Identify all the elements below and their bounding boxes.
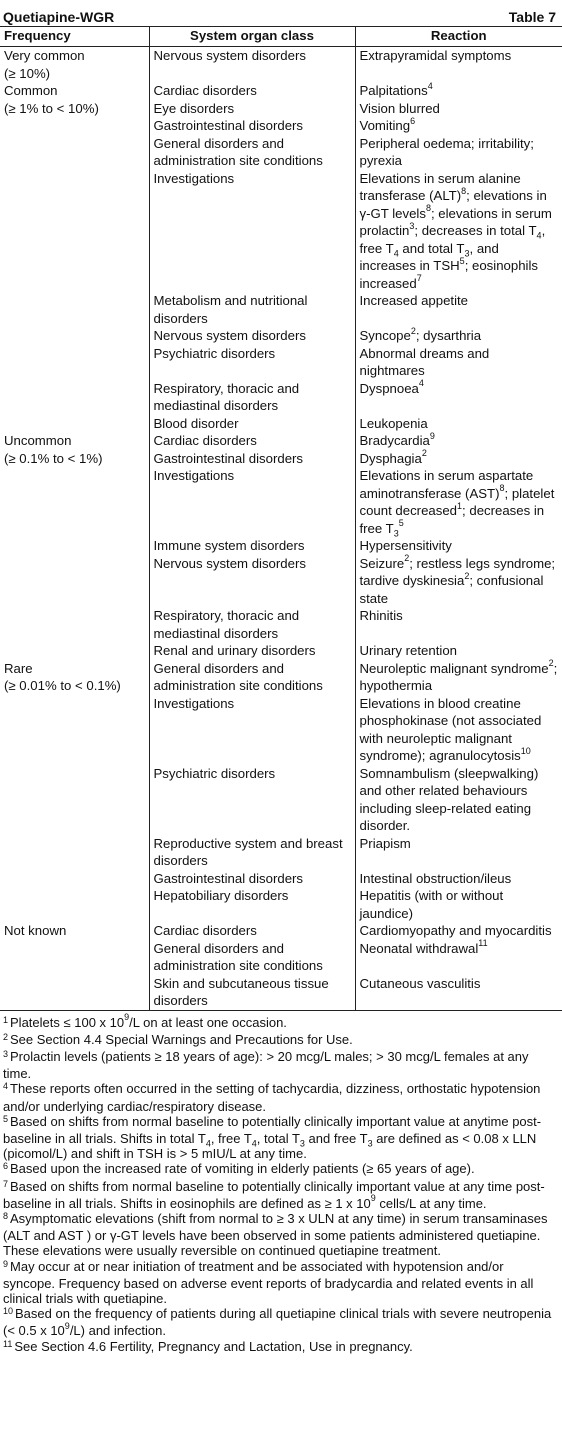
- reaction-cell: Dyspnoea$^4$ Leukopenia: [355, 380, 562, 433]
- reaction-cell: Extrapyramidal symptoms: [355, 47, 562, 83]
- system-organ-class-cell: Immune system disorders Nervous system disorders: [149, 537, 355, 607]
- document-title: Quetiapine-WGR: [3, 8, 115, 25]
- system-organ-class-cell: Skin and subcutaneous tissue disorders: [149, 975, 355, 1011]
- frequency-cell: [0, 327, 149, 380]
- footnote-text: May occur at or near initiation of treatment and be associated with hypotension and/or syncope. Frequency based on adverse event reports of bradycardia and related events in all clinical trials with quetiapine.: [3, 1258, 534, 1306]
- reaction-cell: Cardiomyopathy and myocarditis: [355, 922, 562, 940]
- footnote: [3, 1306, 559, 1338]
- footnote: [3, 1049, 559, 1081]
- table-body: [0, 47, 562, 1011]
- table-label: Table 7: [508, 8, 556, 25]
- table-row: [0, 47, 562, 83]
- footnote: [3, 1161, 559, 1178]
- reaction-cell: Syncope$^2$; dysarthria Abnormal dreams and nightmares: [355, 327, 562, 380]
- frequency-cell: [0, 940, 149, 975]
- footnote-text: See Section 4.6 Fertility, Pregnancy and Lactation, Use in pregnancy.: [14, 1338, 413, 1354]
- system-organ-class-cell: Respiratory, thoracic and mediastinal disorders Blood disorder: [149, 380, 355, 433]
- footnote-text: Based on shifts from normal baseline to potentially clinically important value at any time post-baseline in all trials. Shifts in eosinophils are defined as ≥ 1 x $10^9$ cells/L at any time.: [3, 1178, 545, 1211]
- footnote-number: 7: [3, 1178, 9, 1189]
- footnote-number: 11: [3, 1338, 13, 1349]
- table-row: [0, 432, 562, 537]
- footnote-text: Based upon the increased rate of vomiting in elderly patients (≥ 65 years of age).: [10, 1161, 475, 1177]
- system-organ-class-cell: General disorders and administration site conditions: [149, 940, 355, 975]
- footnote-number: 4: [3, 1081, 9, 1092]
- reaction-cell: Neonatal withdrawal$^{11}$: [355, 940, 562, 975]
- table-row: [0, 660, 562, 765]
- reaction-cell: Somnambulism (sleepwalking) and other related behaviours including sleep-related eating disorder.: [355, 765, 562, 835]
- header-reaction: Reaction: [355, 27, 562, 47]
- reaction-cell: Neuroleptic malignant syndrome$^2$; hypothermia Elevations in blood creatine phosphokinase (not associated with neuroleptic malignant syndrome); agranulocytosis$^{10}$: [355, 660, 562, 765]
- footnote: [3, 1211, 559, 1259]
- footnote: [3, 1081, 559, 1113]
- reaction-cell: Rhinitis Urinary retention: [355, 607, 562, 660]
- title-bar: [0, 0, 562, 26]
- reaction-cell: Priapism Intestinal obstruction/ileus Hepatitis (with or without jaundice): [355, 835, 562, 923]
- frequency-cell: Common (≥ 1% to < 10%): [0, 82, 149, 292]
- footnote-text: Platelets ≤ 100 x $10^9/L$ on at least one occasion.: [10, 1012, 287, 1030]
- system-organ-class-cell: Cardiac disorders: [149, 922, 355, 940]
- frequency-cell: Very common (≥ 10%): [0, 47, 149, 83]
- footnote-number: 9: [3, 1258, 9, 1269]
- footnote: [3, 1012, 559, 1032]
- system-organ-class-cell: Reproductive system and breast disorders Gastrointestinal disorders Hepatobiliary disorders: [149, 835, 355, 923]
- frequency-cell: Rare (≥ 0.01% to < 0.1%): [0, 660, 149, 765]
- header-frequency: Frequency: [0, 27, 149, 47]
- table-row: [0, 380, 562, 433]
- table-row: [0, 327, 562, 380]
- frequency-cell: [0, 607, 149, 660]
- frequency-cell: [0, 292, 149, 327]
- reaction-cell: Bradycardia$^9$ Dysphagia$^2$ Elevations in serum aspartate aminotransferase (AST)$^8$; platelet count decreased$^1$; decreases in free $T_3^5$: [355, 432, 562, 537]
- reaction-cell: Palpitations$^4$ Vision blurred Vomiting$^6$ Peripheral oedema; irritability; pyrexia Elevations in serum alanine transferase (ALT)$^8$; elevations in γ-GT levels$^8$; elevations in serum prolactin$^3$; decreases in total $T_4$, free $T_4$ and total $T_3$, and increases in TSH$^5$; eosinophils increased$^7$: [355, 82, 562, 292]
- frequency-cell: Uncommon (≥ 0.1% to < 1%): [0, 432, 149, 537]
- system-organ-class-cell: Nervous system disorders: [149, 47, 355, 83]
- footnote-number: 3: [3, 1048, 9, 1059]
- footnote-text: These reports often occurred in the setting of tachycardia, dizziness, orthostatic hypotension and/or underlying cardiac/respiratory disease.: [3, 1081, 541, 1114]
- table-row: [0, 292, 562, 327]
- system-organ-class-cell: General disorders and administration site conditions Investigations: [149, 660, 355, 765]
- table-row: [0, 975, 562, 1011]
- table-row: [0, 537, 562, 607]
- table-row: [0, 940, 562, 975]
- table-row: [0, 922, 562, 940]
- frequency-cell: Not known: [0, 922, 149, 940]
- frequency-cell: [0, 835, 149, 923]
- system-organ-class-cell: Psychiatric disorders: [149, 765, 355, 835]
- system-organ-class-cell: Cardiac disorders Eye disorders Gastrointestinal disorders General disorders and administration site conditions Investigations: [149, 82, 355, 292]
- system-organ-class-cell: Nervous system disorders Psychiatric disorders: [149, 327, 355, 380]
- footnote-number: 5: [3, 1113, 9, 1124]
- footnote-number: 8: [3, 1210, 9, 1221]
- footnote: [3, 1339, 559, 1356]
- footnote-number: 2: [3, 1031, 9, 1042]
- system-organ-class-cell: Respiratory, thoracic and mediastinal disorders Renal and urinary disorders: [149, 607, 355, 660]
- footnote-number: 10: [3, 1306, 14, 1317]
- frequency-cell: [0, 380, 149, 433]
- footnote: [3, 1259, 559, 1307]
- footnotes: [0, 1011, 562, 1356]
- table-row: [0, 82, 562, 292]
- frequency-cell: [0, 537, 149, 607]
- footnote-text: Prolactin levels (patients ≥ 18 years of age): > 20 mcg/L males; > 30 mcg/L females at any time.: [3, 1048, 529, 1082]
- reaction-cell: Hypersensitivity Seizure$^2$; restless legs syndrome; tardive dyskinesia$^2$; confusional state: [355, 537, 562, 607]
- adverse-reactions-table: [0, 26, 562, 1011]
- reaction-cell: Increased appetite: [355, 292, 562, 327]
- footnote: [3, 1032, 559, 1049]
- system-organ-class-cell: Cardiac disorders Gastrointestinal disorders Investigations: [149, 432, 355, 537]
- footnote: [3, 1114, 559, 1162]
- footnote-number: 6: [3, 1161, 9, 1172]
- frequency-cell: [0, 975, 149, 1011]
- reaction-cell: Cutaneous vasculitis: [355, 975, 562, 1011]
- table-row: [0, 607, 562, 660]
- system-organ-class-cell: Metabolism and nutritional disorders: [149, 292, 355, 327]
- table-row: [0, 765, 562, 835]
- footnote-text: Asymptomatic elevations (shift from normal to ≥ 3 x ULN at any time) in serum transaminases (ALT and AST ) or γ-GT levels have been observed in some patients administered quetiapine. These elevations were usually reversible on continued quetiapine treatment.: [3, 1210, 548, 1259]
- table-header-row: [0, 27, 562, 47]
- table-row: [0, 835, 562, 923]
- footnote-text: Based on the frequency of patients during all quetiapine clinical trials with severe neutropenia (< 0.5 x $10^9/L$) and infection.: [3, 1306, 552, 1339]
- header-system-organ-class: System organ class: [149, 27, 355, 47]
- footnote-text: Based on shifts from normal baseline to potentially clinically important value at anytime post-baseline in all trials. Shifts in total $T_4$, free $T_4$, total $T_3$ and free $T_3$ are defined as < 0.08 x LLN (picomol/L) and shift in TSH is > 5 mIU/L at any time.: [3, 1113, 542, 1162]
- footnote: [3, 1179, 559, 1211]
- frequency-cell: [0, 765, 149, 835]
- footnote-text: See Section 4.4 Special Warnings and Precautions for Use.: [10, 1031, 353, 1047]
- footnote-number: 1: [3, 1014, 9, 1025]
